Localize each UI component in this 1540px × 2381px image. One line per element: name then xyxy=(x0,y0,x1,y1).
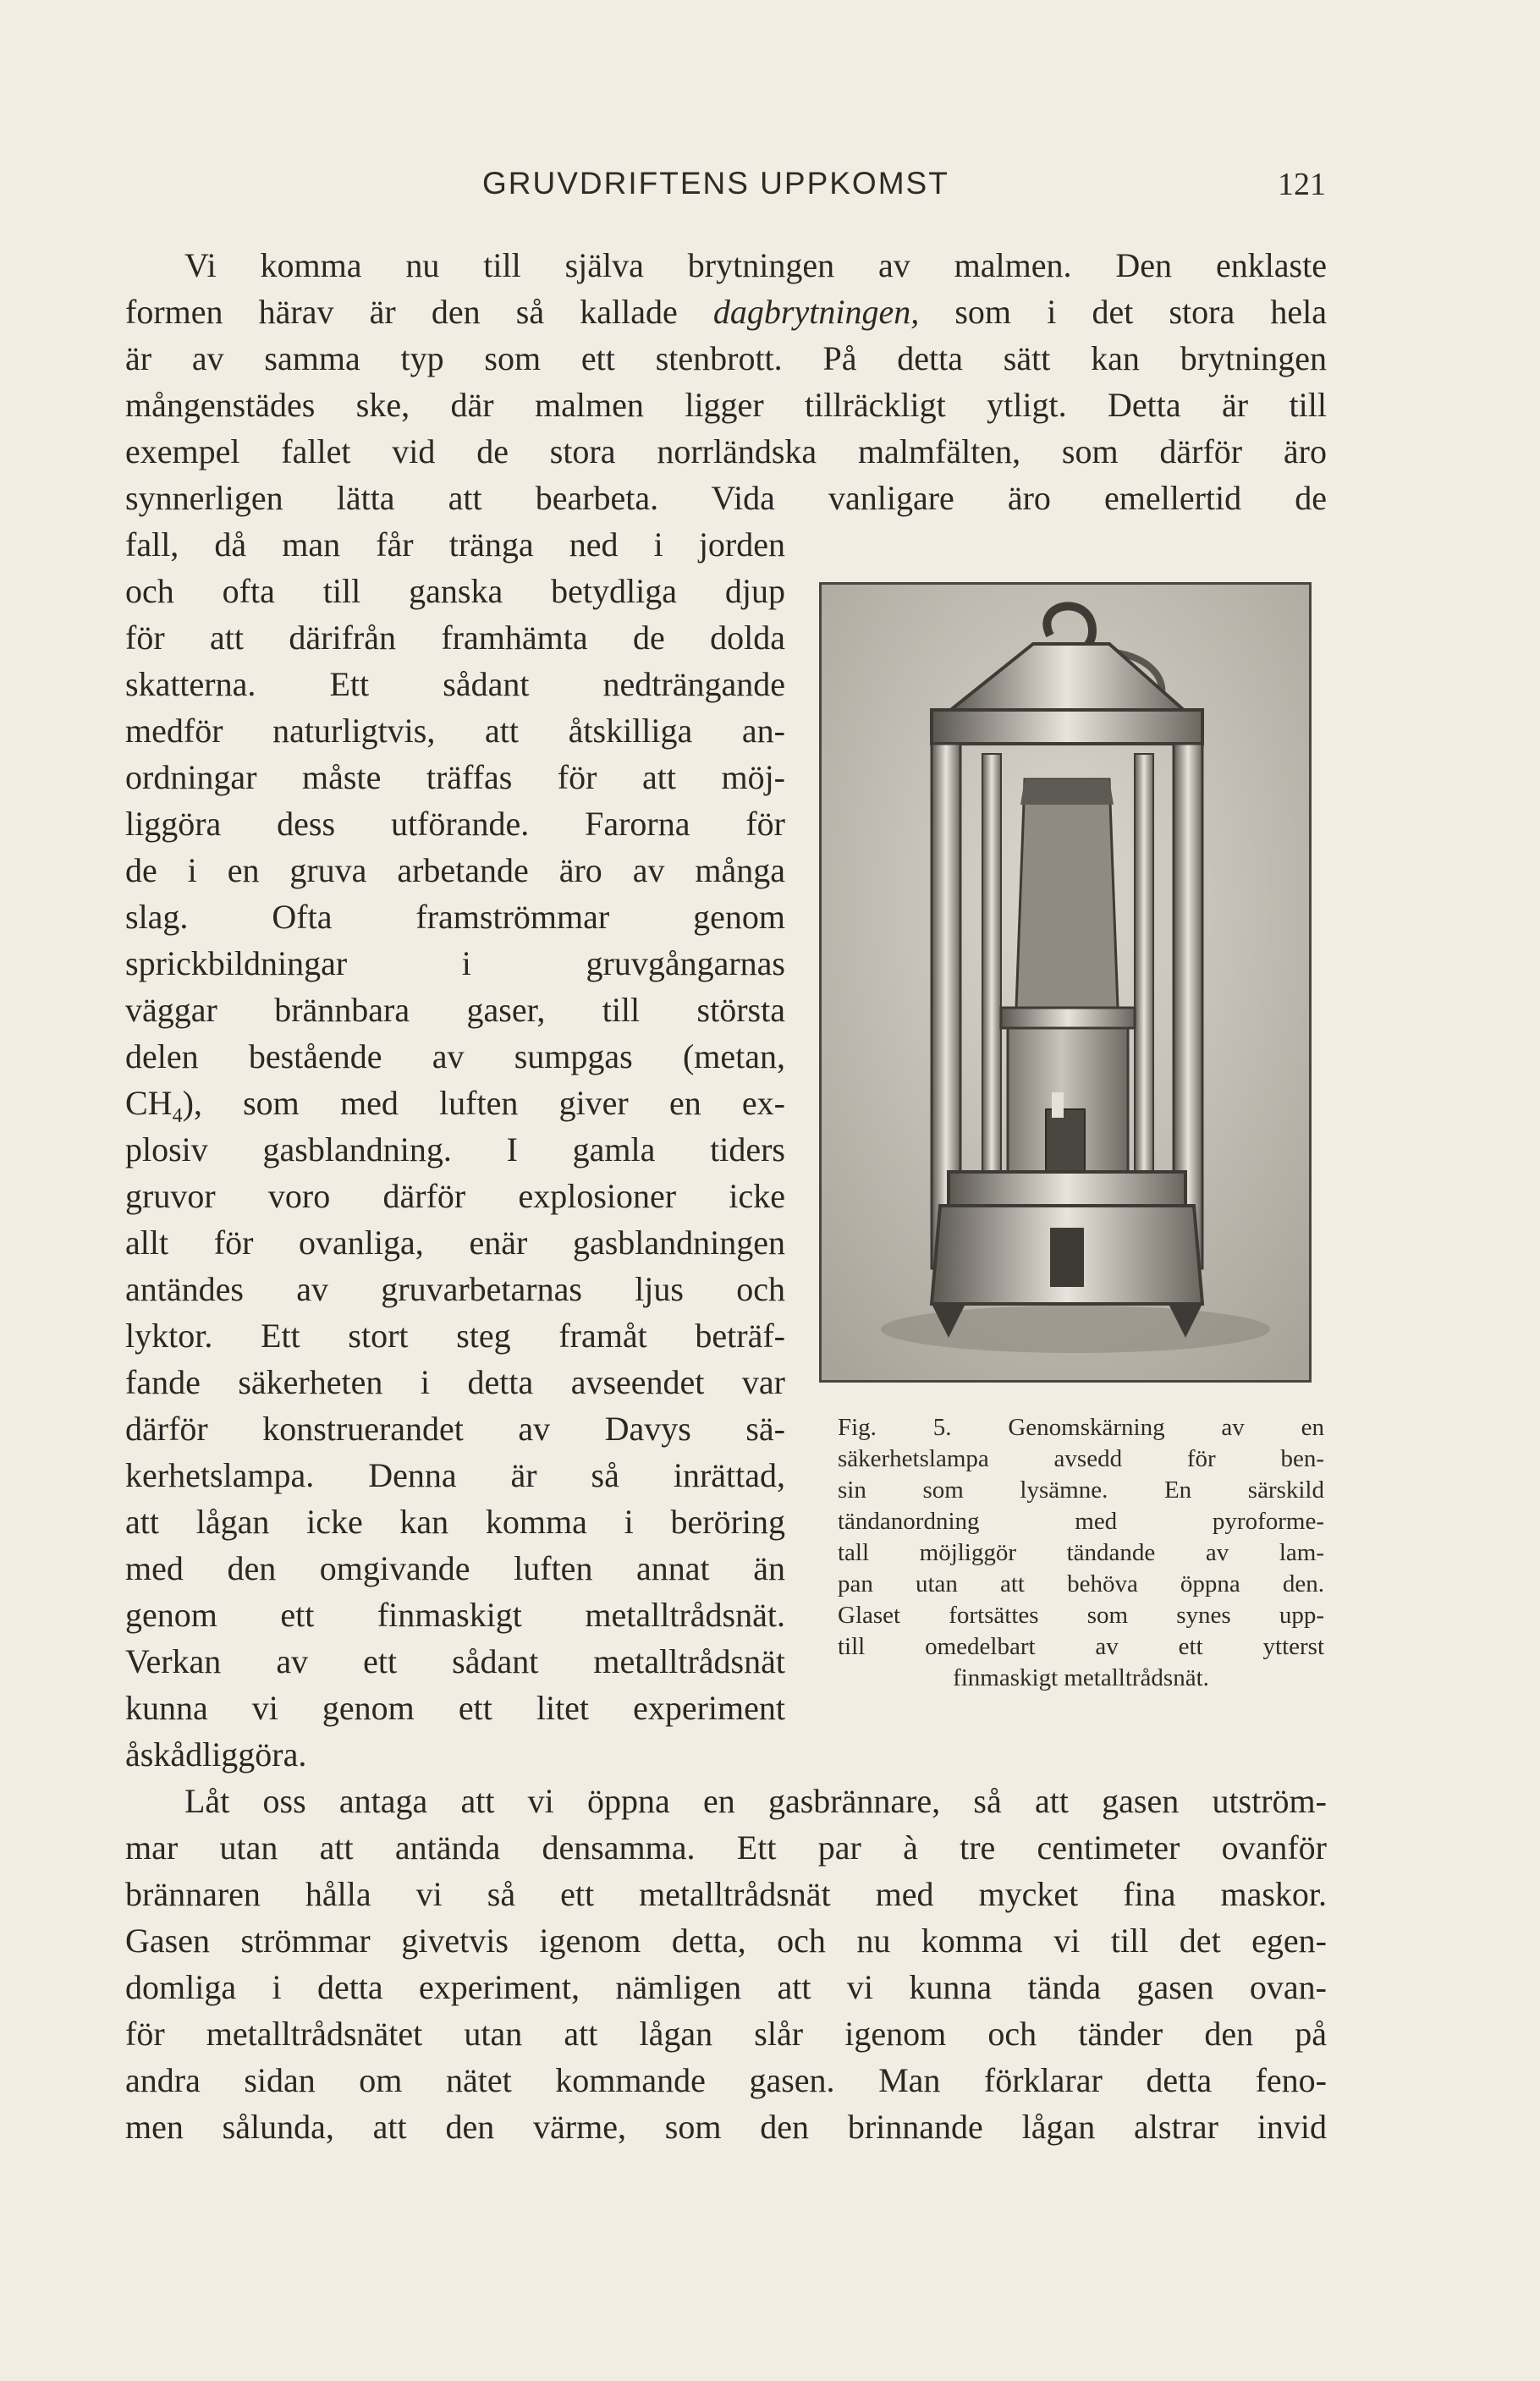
body-line: att lågan icke kan komma i beröring xyxy=(125,1503,785,1541)
body-line: därför konstruerandet av Davys sä- xyxy=(125,1410,785,1448)
body-line: antändes av gruvarbetarnas ljus och xyxy=(125,1270,785,1308)
figure-caption-line: Glaset fortsättes som synes upp- xyxy=(838,1602,1324,1629)
body-line: mångenstädes ske, där malmen ligger tillräckligt ytligt. Detta är till xyxy=(125,386,1327,424)
body-line: skatterna. Ett sådant nedträngande xyxy=(125,665,785,703)
body-line: genom ett finmaskigt metalltrådsnät. xyxy=(125,1596,785,1634)
body-line: medför naturligtvis, att åtskilliga an- xyxy=(125,712,785,750)
body-text: formen härav är den så kallade xyxy=(125,293,678,331)
figure-caption-line: finmaskigt metalltrådsnät. xyxy=(953,1664,1209,1691)
body-line: men sålunda, att den värme, som den brinnande lågan alstrar invid xyxy=(125,2108,1327,2146)
running-title: GRUVDRIFTENS UPPKOMST xyxy=(482,166,949,201)
page-number: 121 xyxy=(1278,167,1326,202)
body-line: brännaren hålla vi så ett metalltrådsnät med mycket fina maskor. xyxy=(125,1875,1327,1913)
body-line: $CH_4$), som med luften giver en ex- xyxy=(125,1084,785,1127)
body-line: Verkan av ett sådant metalltrådsnät xyxy=(125,1642,785,1680)
body-line: delen bestående av sumpgas (metan, xyxy=(125,1037,785,1075)
body-line: Låt oss antaga att vi öppna en gasbrännare, så att gasen utström- xyxy=(184,1782,1327,1820)
emphasized-term: dagbrytningen, xyxy=(712,293,920,331)
safety-lamp-photo xyxy=(819,582,1312,1383)
figure-caption-line: säkerhetslampa avsedd för ben- xyxy=(838,1445,1324,1472)
body-line: exempel fallet vid de stora norrländska malmfälten, som därför äro xyxy=(125,432,1327,470)
body-line: för att därifrån framhämta de dolda xyxy=(125,619,785,657)
body-line: och ofta till ganska betydliga djup xyxy=(125,572,785,610)
running-head xyxy=(0,166,1540,208)
body-line: åskådliggöra. xyxy=(125,1735,307,1773)
lamp-illustration xyxy=(822,585,1309,1380)
figure-caption-line: till omedelbart av ett ytterst xyxy=(838,1633,1324,1660)
body-line: kerhetslampa. Denna är så inrättad, xyxy=(125,1456,785,1494)
body-text: som i det stora hela xyxy=(954,293,1327,331)
body-line: de i en gruva arbetande äro av många xyxy=(125,851,785,889)
body-line: lyktor. Ett stort steg framåt beträf- xyxy=(125,1317,785,1355)
body-line: Gasen strömmar givetvis igenom detta, och nu komma vi till det egen- xyxy=(125,1922,1327,1960)
chemical-formula: $CH_4$ xyxy=(125,1084,183,1127)
body-line: allt för ovanliga, enär gasblandningen xyxy=(125,1223,785,1262)
figure-caption-line: Fig. 5. Genomskärning av en xyxy=(838,1414,1324,1441)
body-line: för metalltrådsnätet utan att lågan slår igenom och tänder den på xyxy=(125,2015,1327,2053)
body-line: slag. Ofta framströmmar genom xyxy=(125,898,785,936)
body-line: kunna vi genom ett litet experiment xyxy=(125,1689,785,1727)
body-line: plosiv gasblandning. I gamla tiders xyxy=(125,1130,785,1169)
body-line: med den omgivande luften annat än xyxy=(125,1549,785,1587)
body-line: ordningar måste träffas för att möj- xyxy=(125,758,785,796)
figure-caption-line: sin som lysämne. En särskild xyxy=(838,1476,1324,1504)
figure-caption-line: tall möjliggör tändande av lam- xyxy=(838,1539,1324,1566)
body-line: liggöra dess utförande. Farorna för xyxy=(125,805,785,843)
body-line: Vi komma nu till själva brytningen av malmen. Den enklaste xyxy=(184,246,1327,284)
figure-caption-line: pan utan att behöva öppna den. xyxy=(838,1570,1324,1597)
body-line: väggar brännbara gaser, till största xyxy=(125,991,785,1029)
body-line: gruvor voro därför explosioner icke xyxy=(125,1177,785,1215)
body-line: sprickbildningar i gruvgångarnas xyxy=(125,944,785,982)
body-line: domliga i detta experiment, nämligen att vi kunna tända gasen ovan- xyxy=(125,1968,1327,2006)
body-line: fall, då man får tränga ned i jorden xyxy=(125,525,785,564)
body-line: mar utan att antända densamma. Ett par à tre centimeter ovanför xyxy=(125,1828,1327,1867)
body-line: är av samma typ som ett stenbrott. På detta sätt kan brytningen xyxy=(125,339,1327,377)
body-line xyxy=(125,289,1327,335)
body-line: synnerligen lätta att bearbeta. Vida vanligare äro emellertid de xyxy=(125,479,1327,517)
body-line: andra sidan om nätet kommande gasen. Man förklarar detta feno- xyxy=(125,2061,1327,2099)
body-line: fande säkerheten i detta avseendet var xyxy=(125,1363,785,1401)
figure-caption-line: tändanordning med pyroforme- xyxy=(838,1508,1324,1535)
